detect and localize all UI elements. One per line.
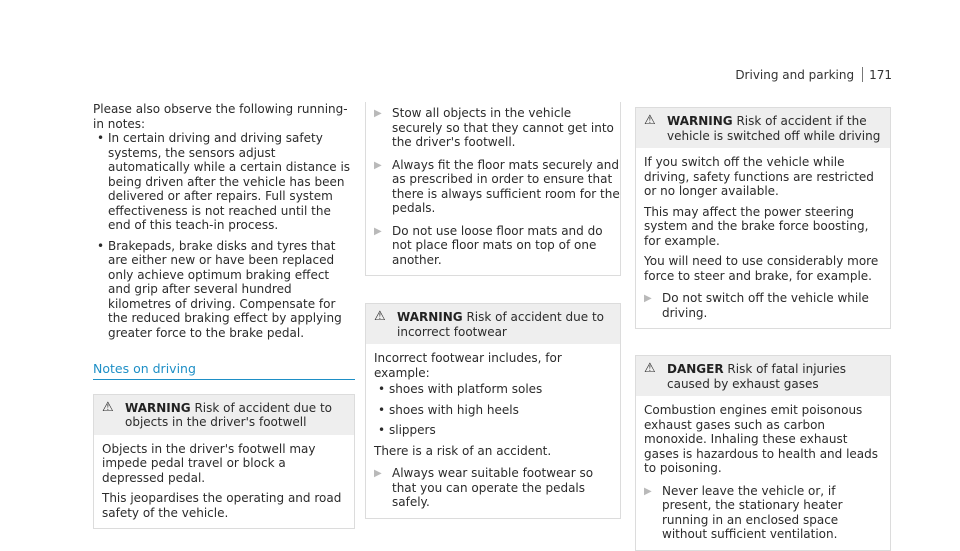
warning-text: This jeopardises the operating and road safety of the vehicle.	[102, 491, 342, 520]
arrow-icon: ▶	[644, 293, 652, 304]
warning-title: Risk of accident if the vehicle is switched off while driving	[667, 114, 881, 143]
warning-text: Objects in the driver's footwell may impede pedal travel or block a depressed pedal.	[102, 441, 316, 485]
warning-header	[366, 304, 620, 344]
list-item: • shoes with platform soles	[374, 382, 612, 397]
instruction-step	[366, 106, 620, 150]
arrow-icon: ▶	[374, 159, 382, 171]
section-title: Notes on driving	[93, 362, 355, 380]
warning-text: This may affect the power steering system and the brake force boosting, for example.	[644, 204, 869, 248]
warning-box	[93, 394, 355, 530]
step-text: Never leave the vehicle or, if present, the stationary heater running in an enclosed space without sufficient ventilation.	[662, 483, 843, 541]
warning-box	[635, 107, 891, 329]
warning-text: You will need to use considerably more force to steer and brake, for example.	[644, 254, 879, 283]
column-middle	[365, 102, 621, 519]
warning-header	[636, 108, 890, 148]
warning-body	[636, 148, 890, 328]
running-in-list	[93, 131, 355, 340]
warning-icon: ⚠	[374, 309, 386, 324]
list-item: • Brakepads, brake disks and tyres that are either new or have been replaced only achieve optimum braking effect and grip after several hundred kilometres of driving. Compensate for the reduced braking effect by applying greater force to the brake pedal.	[93, 239, 355, 341]
page-number: 171	[869, 68, 892, 82]
list-item: • shoes with high heels	[374, 403, 612, 418]
instruction-step	[366, 224, 620, 268]
list-item: • In certain driving and driving safety systems, the sensors adjust automatically while a certain distance is being driven after the vehicle has been delivered or after repairs. Full system effectiveness is not reached until the end of this teach-in process.	[93, 131, 355, 233]
arrow-icon: ▶	[374, 468, 382, 479]
danger-text: Combustion engines emit poisonous exhaust gases such as carbon monoxide. Inhaling these exhaust gases is hazardous to health and leads to poisoning.	[644, 403, 879, 475]
danger-icon: ⚠	[644, 361, 656, 376]
intro-text: Please also observe the following running-in notes:	[93, 102, 348, 131]
step-text: Stow all objects in the vehicle securely so that they cannot get into the driver's footwell.	[392, 106, 614, 149]
page-header	[735, 67, 892, 83]
arrow-icon: ▶	[374, 108, 382, 119]
warning-label: WARNING	[397, 310, 463, 324]
warning-label: WARNING	[667, 114, 733, 128]
column-left	[93, 102, 355, 529]
warning-body	[366, 344, 620, 518]
warning-label: WARNING	[125, 400, 191, 415]
danger-title: Risk of fatal injuries caused by exhaust gases	[667, 362, 847, 391]
instruction-step	[366, 466, 612, 510]
danger-header	[636, 356, 890, 396]
column-right	[635, 107, 891, 551]
step-text: Always wear suitable footwear so that you can operate the pedals safely.	[392, 466, 594, 509]
warning-text: There is a risk of an accident.	[374, 443, 552, 458]
header-title: Driving and parking	[735, 68, 855, 82]
instruction-step	[366, 158, 620, 216]
list-item: • slippers	[374, 423, 612, 438]
warning-title: Risk of accident due to incorrect footwear	[397, 310, 604, 339]
warning-text: If you switch off the vehicle while driving, safety functions are restricted or no longer available.	[644, 155, 874, 198]
warning-body	[94, 435, 354, 529]
danger-label: DANGER	[667, 362, 724, 376]
warning-header	[94, 395, 354, 435]
danger-box	[635, 355, 891, 551]
step-text: Always fit the floor mats securely and as prescribed in order to ensure that there is always sufficient room for the pedals.	[392, 157, 620, 215]
header-divider	[862, 67, 863, 82]
danger-body	[636, 396, 890, 550]
warning-title: Risk of accident due to objects in the driver's footwell	[125, 400, 332, 429]
warning-text: Incorrect footwear includes, for example:	[374, 351, 562, 380]
instruction-step	[636, 291, 882, 320]
steps-box	[365, 102, 621, 276]
warning-box	[365, 303, 621, 519]
arrow-icon: ▶	[374, 225, 382, 237]
footwear-list	[374, 382, 612, 438]
arrow-icon: ▶	[644, 485, 652, 497]
step-text: Do not switch off the vehicle while driving.	[662, 291, 869, 320]
warning-icon: ⚠	[644, 113, 656, 128]
step-text: Do not use loose floor mats and do not place floor mats on top of one another.	[392, 223, 603, 267]
warning-icon: ⚠	[102, 399, 114, 415]
